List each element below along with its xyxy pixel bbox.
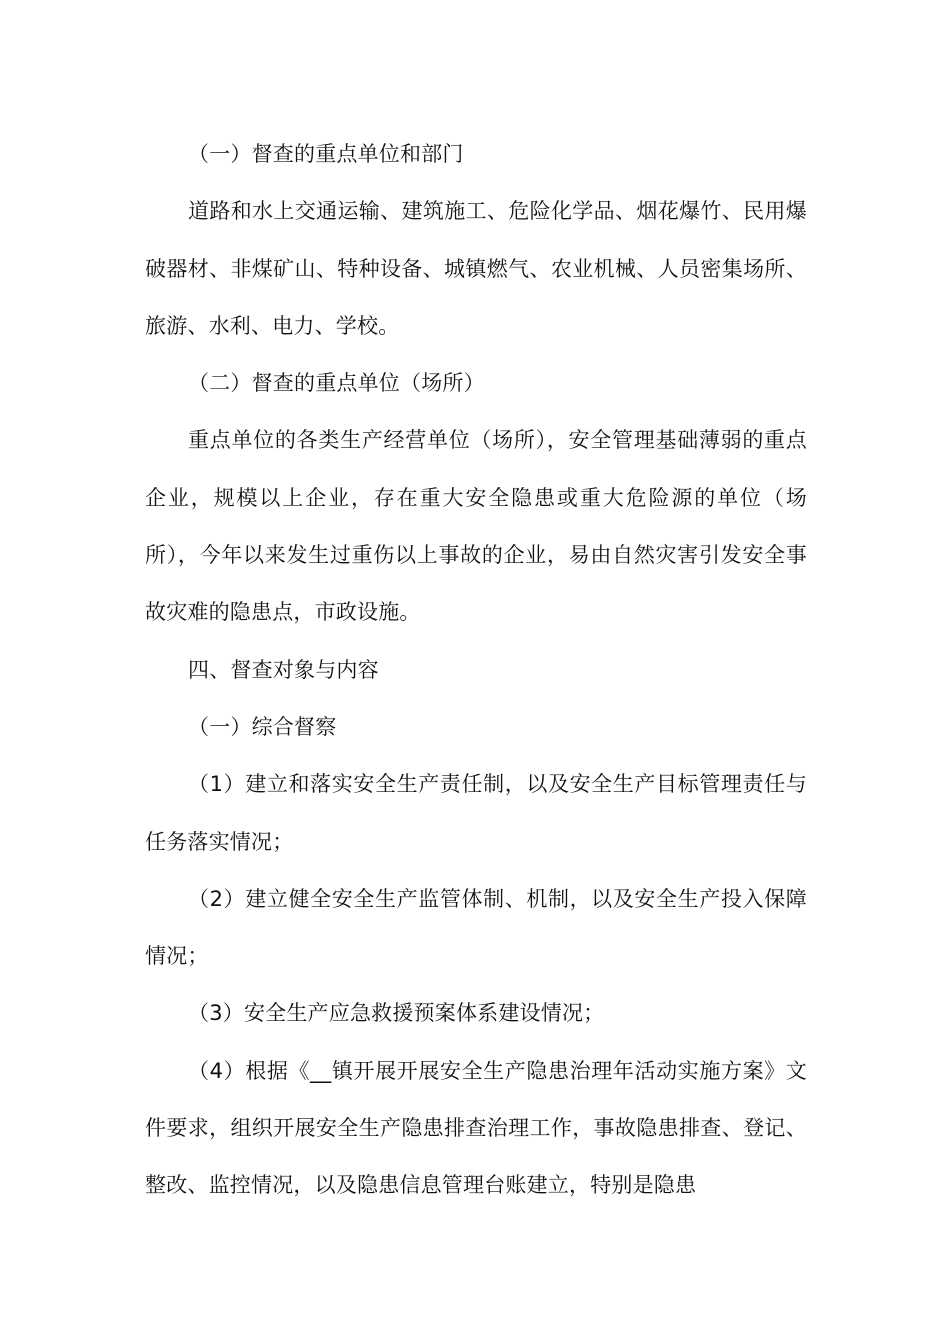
heading-section-four: 四、督查对象与内容 [188,657,379,682]
heading-comprehensive-inspection: （一）综合督察 [188,714,337,739]
paragraph-key-units-description: 重点单位的各类生产经营单位（场所），安全管理基础薄弱的重点企业，规模以上企业，存在重大安全隐患或重大危险源的单位（场所），今年以来发生过重伤以上事故的企业，易由自然灾害引发安全事故灾难的隐患点，市政设施。 [145,428,807,625]
list-item-2: （2）建立健全安全生产监管体制、机制，以及安全生产投入保障情况； [145,886,807,969]
paragraph-key-industries: 道路和水上交通运输、建筑施工、危险化学品、烟花爆竹、民用爆破器材、非煤矿山、特种设备、城镇燃气、农业机械、人员密集场所、旅游、水利、电力、学校。 [145,199,807,338]
heading-key-units-departments: （一）督查的重点单位和部门 [188,142,464,166]
list-item-3: （3）安全生产应急救援预案体系建设情况； [188,1001,605,1026]
list-item-1: （1）建立和落实安全生产责任制，以及安全生产目标管理责任与任务落实情况； [145,772,807,854]
list-item-4: （4）根据《__镇开展开展安全生产隐患治理年活动实施方案》文件要求，组织开展安全生产隐患排查治理工作，事故隐患排查、登记、整改、监控情况，以及隐患信息管理台账建立，特别是隐患 [145,1058,807,1198]
document-body [145,126,807,1215]
heading-key-units-sites: （二）督查的重点单位（场所） [188,371,485,396]
